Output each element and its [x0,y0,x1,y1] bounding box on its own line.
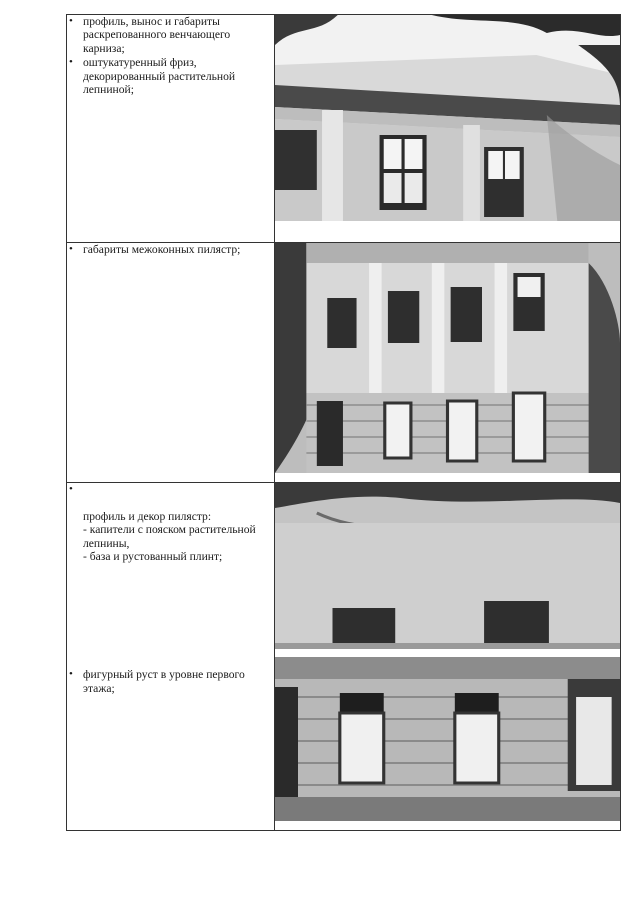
list-item [67,56,274,96]
photo-cell [275,483,621,831]
list-item [67,668,274,695]
list-item [67,15,274,55]
table-row [67,243,621,483]
list-item [67,483,274,563]
facade-photo-rustication [275,657,620,821]
bullet-icon: • [69,668,73,681]
description-cell [67,15,275,243]
item-text: оштукатуренный фриз, декорированный растительной лепниной; [83,56,236,97]
facade-photo-pilaster-detail [275,483,620,649]
bullet-icon: • [69,56,73,69]
item-text: профиль и декор пилястр: - капители с пояском растительной лепнины, - база и рустованный плинт; [83,509,256,564]
photo-cell [275,243,621,483]
description-cell [67,243,275,483]
spacer [67,564,274,668]
description-cell [67,483,275,831]
item-list [67,483,274,563]
table-row [67,483,621,831]
item-text: фигурный руст в уровне первого этажа; [83,668,245,695]
item-text: профиль, вынос и габариты раскрепованного венчающего карниза; [83,15,231,55]
item-list [67,15,274,96]
bullet-icon: • [69,243,73,255]
facade-photo-pilasters [275,243,620,473]
bullet-icon: • [69,15,73,27]
facade-photo-cornice [275,15,620,221]
item-text: габариты межоконных пилястр; [83,243,241,256]
item-list [67,243,274,256]
photo-cell [275,15,621,243]
table-row [67,15,621,243]
item-list [67,668,274,695]
elements-table [66,14,621,831]
list-item [67,243,274,256]
bullet-icon: • [69,483,73,495]
